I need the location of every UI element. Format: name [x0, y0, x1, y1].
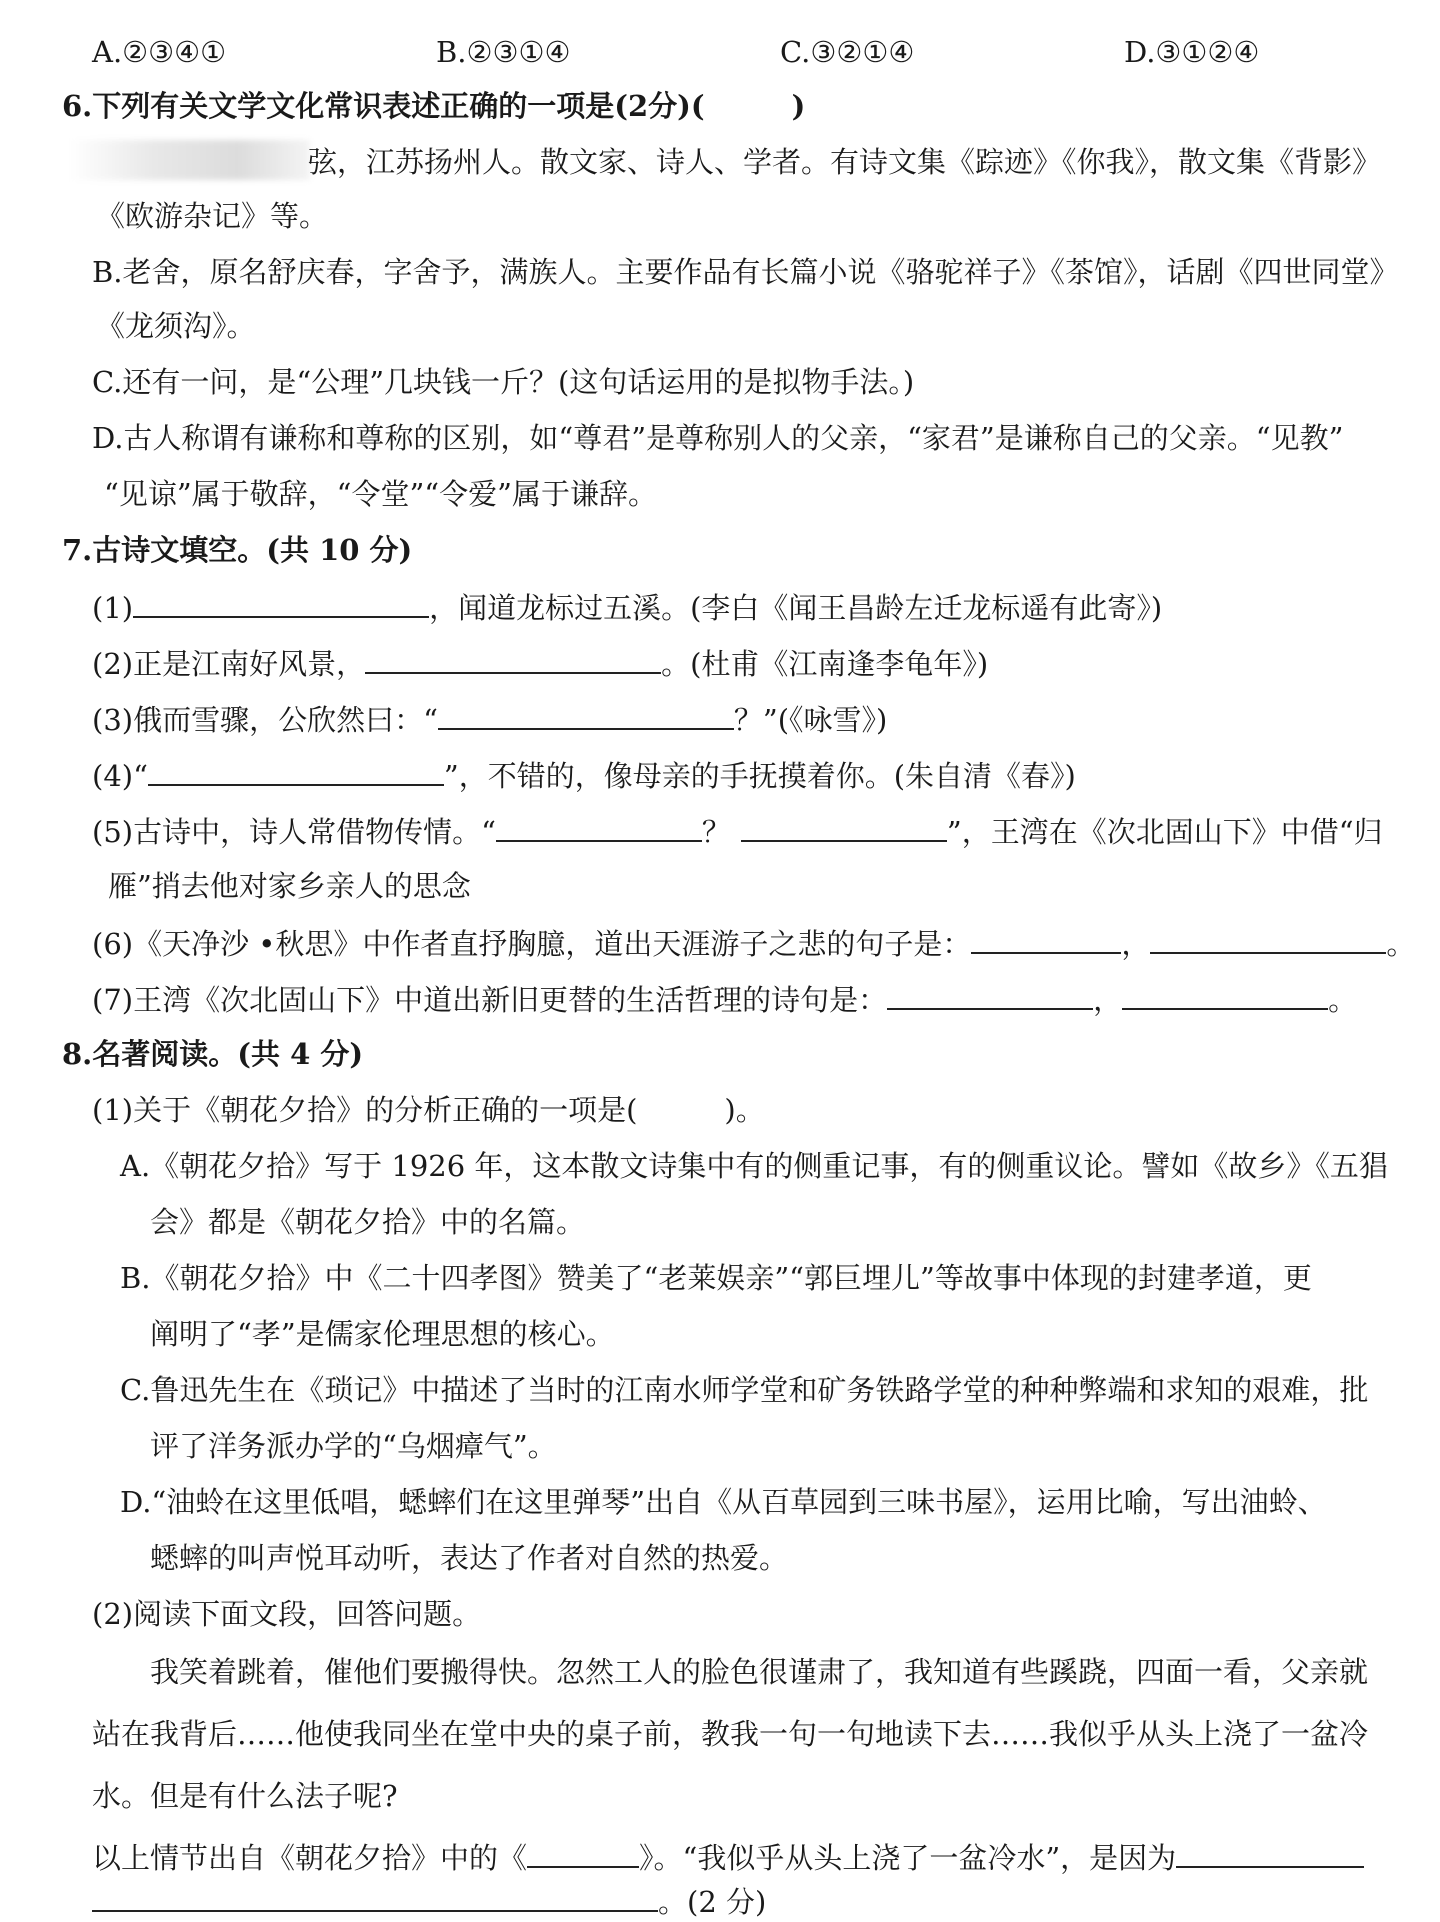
q7-item-3 [92, 698, 887, 740]
q7-item-6-end: 。 [1386, 927, 1416, 961]
option-d: D.③①②④ [1124, 35, 1260, 69]
q7-item-4 [92, 754, 1076, 796]
q8-option-c-line1: C.鲁迅先生在《琐记》中描述了当时的江南水师学堂和矿务铁路学堂的种种弊端和求知的艰难，批 [120, 1373, 1369, 1407]
q7-item-2 [92, 642, 988, 684]
q7-item-7 [92, 978, 1357, 1020]
q7-item-3-source: ？”(《咏雪》) [733, 703, 888, 737]
q8-option-d-line1: D.“油蛉在这里低唱，蟋蟀们在这里弹琴”出自《从百草园到三味书屋》，运用比喻，写出油蛉、 [120, 1485, 1327, 1519]
q7-item-3-text: (3)俄而雪骤，公欣然曰：“ [92, 703, 438, 737]
question-8-title: 8.名著阅读。(共 4 分) [62, 1037, 364, 1071]
q8-answer-line [92, 1836, 1364, 1878]
q7-item-7-sep: ， [1093, 983, 1123, 1017]
q6-option-d-line2: “见谅”属于敬辞，“令堂”“令爱”属于谦辞。 [104, 477, 657, 511]
answer-blank[interactable] [496, 810, 702, 842]
q7-item-4-label: (4)“ [92, 759, 148, 793]
q8-option-a-line2: 会》都是《朝花夕拾》中的名篇。 [150, 1205, 586, 1239]
q7-item-7-text: (7)王湾《次北固山下》中道出新旧更替的生活哲理的诗句是： [92, 983, 888, 1017]
redacted-region [70, 140, 310, 180]
q6-option-a-line1: 弦，江苏扬州人。散文家、诗人、学者。有诗文集《踪迹》《你我》，散文集《背影》 [308, 145, 1382, 179]
q8-option-a-line1: A.《朝花夕拾》写于 1926 年，这本散文诗集中有的侧重记事，有的侧重议论。譬如《故乡》《五猖 [120, 1149, 1388, 1183]
q8-points: 。(2 分) [658, 1885, 767, 1919]
answer-blank[interactable] [133, 586, 429, 618]
q8-answer-text-2: 》。“我似乎从头上浇了一盆冷水”，是因为 [639, 1841, 1177, 1875]
q6-option-d-line1: D.古人称谓有谦称和尊称的区别，如“尊君”是尊称别人的父亲，“家君”是谦称自己的父亲。“见教” [92, 421, 1344, 455]
question-7-title: 7.古诗文填空。(共 10 分) [62, 533, 413, 567]
question-6-title: 6.下列有关文学文化常识表述正确的一项是(2分)( ) [62, 89, 806, 123]
q6-option-b-line1: B.老舍，原名舒庆春，字舍予，满族人。主要作品有长篇小说《骆驼祥子》《茶馆》，话剧《四世同堂》 [92, 255, 1399, 289]
q8-sub-2: (2)阅读下面文段，回答问题。 [92, 1597, 482, 1631]
q7-item-7-end: 。 [1328, 983, 1358, 1017]
q7-item-4-text: ”，不错的，像母亲的手抚摸着你。(朱自清《春》) [443, 759, 1076, 793]
passage-line-3: 水。但是有什么法子呢? [92, 1779, 398, 1813]
q7-item-2-text: (2)正是江南好风景， [92, 647, 366, 681]
answer-blank[interactable] [148, 754, 444, 786]
q8-answer-text: 以上情节出自《朝花夕拾》中的《 [92, 1841, 528, 1875]
q7-item-2-source: 。(杜甫《江南逢李龟年》) [661, 647, 989, 681]
passage-line-2: 站在我背后……他使我同坐在堂中央的桌子前，教我一句一句地读下去……我似乎从头上浇了一盆冷 [92, 1717, 1369, 1751]
answer-blank[interactable] [92, 1880, 658, 1912]
q6-option-c: C.还有一问，是“公理”几块钱一斤？(这句话运用的是拟物手法。) [92, 365, 915, 399]
answer-blank[interactable] [1150, 922, 1386, 954]
option-c: C.③②①④ [780, 35, 915, 69]
answer-blank[interactable] [971, 922, 1121, 954]
q7-item-1-label: (1) [92, 591, 134, 625]
q7-item-5-text: (5)古诗中，诗人常借物传情。“ [92, 815, 496, 849]
answer-blank[interactable] [1122, 978, 1328, 1010]
answer-blank[interactable] [741, 810, 947, 842]
q6-option-b-line2: 《龙须沟》。 [96, 309, 256, 343]
q7-item-5 [92, 810, 1383, 852]
option-a: A.②③④① [92, 35, 227, 69]
answer-blank[interactable] [887, 978, 1093, 1010]
answer-blank[interactable] [1176, 1836, 1364, 1868]
q7-item-6-text: (6)《天净沙 •秋思》中作者直抒胸臆，道出天涯游子之悲的句子是： [92, 927, 972, 961]
q8-option-d-line2: 蟋蟀的叫声悦耳动听，表达了作者对自然的热爱。 [150, 1541, 789, 1575]
q8-option-b-line2: 阐明了“孝”是儒家伦理思想的核心。 [150, 1317, 615, 1351]
q7-item-1-text: ，闻道龙标过五溪。(李白《闻王昌龄左迁龙标遥有此寄》) [429, 591, 1163, 625]
q7-item-5-line2: 雁”捎去他对家乡亲人的思念 [108, 869, 471, 903]
answer-blank[interactable] [438, 698, 734, 730]
q7-item-6 [92, 922, 1415, 964]
answer-blank[interactable] [365, 642, 661, 674]
q6-option-a-line2: 《欧游杂记》等。 [96, 199, 329, 233]
q8-answer-line-2 [92, 1880, 766, 1922]
q8-option-c-line2: 评了洋务派办学的“乌烟瘴气”。 [150, 1429, 557, 1463]
q7-item-1 [92, 586, 1162, 628]
q7-item-5-sep: ？ [701, 815, 731, 849]
q8-sub-1: (1)关于《朝花夕拾》的分析正确的一项是( )。 [92, 1093, 765, 1127]
q7-item-5-tail: ”，王湾在《次北固山下》中借“归 [946, 815, 1383, 849]
answer-blank[interactable] [527, 1836, 639, 1868]
q8-option-b-line1: B.《朝花夕拾》中《二十四孝图》赞美了“老莱娱亲”“郭巨埋儿”等故事中体现的封建孝道，更 [120, 1261, 1312, 1295]
passage-line-1: 我笑着跳着，催他们要搬得快。忽然工人的脸色很谨肃了，我知道有些蹊跷，四面一看，父亲就 [150, 1655, 1369, 1689]
q7-item-6-sep: ， [1121, 927, 1151, 961]
option-b: B.②③①④ [436, 35, 571, 69]
